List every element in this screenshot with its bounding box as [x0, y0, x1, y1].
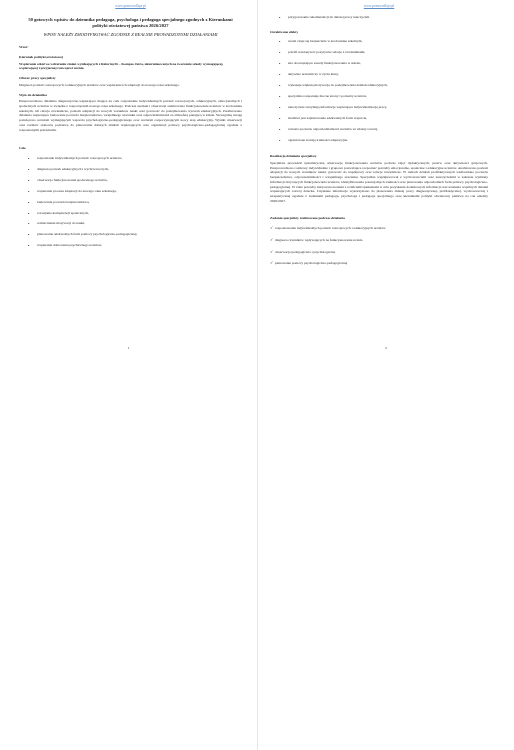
list-item: • potrafi nawiązywać pozytywne relacje z rówieśnikami, — [270, 50, 488, 55]
list-item: • rozwijanie kompetencji społecznych, — [19, 211, 242, 216]
page-number: 2 — [385, 346, 387, 350]
effects-list — [270, 39, 488, 142]
entry-label: Wzór: — [19, 45, 29, 50]
goals-list-continued — [270, 15, 488, 20]
list-item: • obserwacja funkcjonowania społecznego uczniów, — [19, 178, 242, 183]
realization-label: Realizacja działania specjalisty — [270, 154, 317, 159]
list-item: • rozpoznanie indywidualnych potrzeb rozwojowych uczniów, — [19, 156, 242, 161]
header-link[interactable]: www.pomocedlaja.pl — [363, 4, 395, 8]
task-text: diagnoza czynników wpływających na funkcjonowanie ucznia — [274, 237, 363, 242]
effects-label: Oczekiwane efekty — [270, 29, 299, 34]
list-item: • ograniczone zostają trudności adaptacyjne. — [270, 138, 488, 143]
direction-text: Wspieranie szkół we wdrażaniu zmian wynikających z Reformy26 – Kompas Jutra, ukierunkowanych na tworzenie szkoły wymagającej, wspierającej i przyjaznej rozwojowi ucznia. — [19, 61, 224, 71]
goals-label: Cele — [19, 146, 26, 151]
area-text: Diagnoza potrzeb rozwojowych i edukacyjnych uczniów oraz wspieranie ich adaptacji do nowego roku szkolnego. — [19, 82, 180, 87]
list-item: • wzmacnianie motywacji do nauki, — [19, 221, 242, 226]
list-item: • budowanie poczucia bezpieczeństwa, — [19, 200, 242, 205]
document-title: 50 gotowych wpisów do dziennika pedagoga, psychologa i pedagoga specjalnego zgodnych z Kierunkami polityki oświatowej państwa 2026/2027 — [28, 17, 233, 29]
list-item: • wspieranie procesu adaptacji do nowego roku szkolnego, — [19, 189, 242, 194]
list-item: • nauczyciele otrzymują informacje wspierające indywidualizację pracy, — [270, 105, 488, 110]
list-item: • specjalista rozpoznaje mocne strony i potrzeby uczniów, — [270, 94, 488, 99]
checkmark-icon: ✓ — [270, 260, 274, 266]
checkmark-icon: ✓ — [270, 225, 274, 231]
list-item — [270, 237, 488, 243]
document-page-2 — [258, 0, 514, 750]
diary-text: Przeprowadzono działania diagnostyczno-wspierające mające na celu rozpoznanie indywidualnych potrzeb rozwojowych, edukacyjnych, emocjonalnych i społecznych uczniów w związku z rozpoczęciem nowego roku szkolnego. Podczas spotkań i obserwacji analizowano funkcjonowanie uczniów w środowisku szkolnym, ich relacje rówieśnicze, poziom adaptacji do nowych warunków nauki oraz gotowość do podejmowania wyzwań edukacyjnych. Zrealizowano działania wspierające budowanie poczucia bezpieczeństwa, wzajemnego szacunku oraz odpowiedzialności za atmosferę panującą w klasie. Szczególną uwagę poświęcono uczniom wymagającym wsparcia psychologiczno-pedagogicznego oraz uczniom rozpoczynającym nowy etap edukacyjny. Wyniki obserwacji oraz rozmów stanowią podstawę do planowania dalszych działań wspierających oraz organizacji pomocy psychologiczno-pedagogicznej zgodnie z rozpoznanymi potrzebami. — [19, 99, 242, 132]
document-subtitle: WPISY NALEŻY ZMODYFIKOWAĆ ZGODNIE Z REALNIE PROWADZONYMI DZIAŁANIAMI — [43, 32, 218, 38]
checkmark-icon: ✓ — [270, 236, 274, 242]
list-item: • możliwe jest zaplanowanie adekwatnych form wsparcia, — [270, 116, 488, 121]
direction-label: Kierunek polityki oświatowej — [19, 54, 63, 59]
header-link[interactable]: www.pomocedlaja.pl — [115, 4, 146, 8]
tasks-list — [270, 225, 488, 266]
task-text: obserwacja pedagogiczna i psychologiczna — [274, 249, 336, 254]
realization-text: Specjalista prowadził systematyczną obserwację funkcjonowania uczniów podczas zajęć dydaktycznych, przerw oraz aktywności grupowych. Przeprowadzono rozmowy indywidualne i grupowe pozwalające rozpoznać potrzeby emocjonalne, społeczne i edukacyjne uczniów. Analizowano poziom adaptacji do nowych warunków nauki, gotowość do współpracy oraz relacje rówieśnicze. W ramach działań profilaktycznych wzmacniano poczucie bezpieczeństwa, odpowiedzialności i wzajemnego szacunku. Specjalista współpracował z wychowawcami oraz nauczycielami w zakresie wymiany informacji dotyczących funkcjonowania uczniów, identyfikowania potencjalnych trudności oraz planowania odpowiednich form pomocy psychologiczno-pedagogicznej. W razie potrzeby inicjowano kontakt z rodzicami/opiekunami w celu pozyskania dodatkowych informacji oraz ustalenia wspólnych działań wspierających rozwój dziecka. Uzyskane informacje wykorzystano do planowania dalszej pracy diagnostycznej, profilaktycznej, wychowawczej i terapeutycznej zgodnie z zadaniami pedagoga, psychologa i pedagoga specjalnego oraz kierunkami polityki oświatowej państwa na rok szkolny 2026/2027. — [270, 161, 488, 203]
list-item: • zna obowiązujące zasady funkcjonowania w szkole, — [270, 61, 488, 66]
list-item — [270, 260, 488, 266]
goals-list — [19, 156, 242, 248]
list-item: • wzrasta poczucie odpowiedzialności uczniów za własny rozwój, — [270, 127, 488, 132]
list-item — [270, 249, 488, 255]
task-text: rozpoznawanie indywidualnych potrzeb rozwojowych i edukacyjnych uczniów — [274, 226, 386, 231]
list-item: • diagnoza potrzeb edukacyjnych i wychowawczych, — [19, 167, 242, 172]
diary-label: Wpis do dziennika — [19, 92, 47, 97]
list-item — [270, 225, 488, 231]
checkmark-icon: ✓ — [270, 248, 274, 254]
area-label: Obszar pracy specjalisty — [19, 76, 56, 81]
task-text: planowanie pomocy psychologiczno-pedagogicznej — [274, 261, 348, 266]
list-item: • wykazuje większą motywację do podejmowania działań edukacyjnych, — [270, 83, 488, 88]
list-item: • planowanie adekwatnych form pomocy psychologiczno-pedagogicznej, — [19, 232, 242, 237]
list-item: • uczeń czuje się bezpiecznie w środowisku szkolnym, — [270, 39, 488, 44]
page-number: 1 — [127, 346, 130, 350]
list-item: • przygotowanie rekomendacji do dalszej pracy nauczycieli. — [270, 15, 488, 20]
list-item: • wspieranie dobrostanu psychicznego uczniów, — [19, 243, 242, 248]
list-item: • aktywnie uczestniczy w życiu klasy, — [270, 72, 488, 77]
tasks-label: Zadania specjalisty realizowane podczas działania — [270, 215, 345, 220]
